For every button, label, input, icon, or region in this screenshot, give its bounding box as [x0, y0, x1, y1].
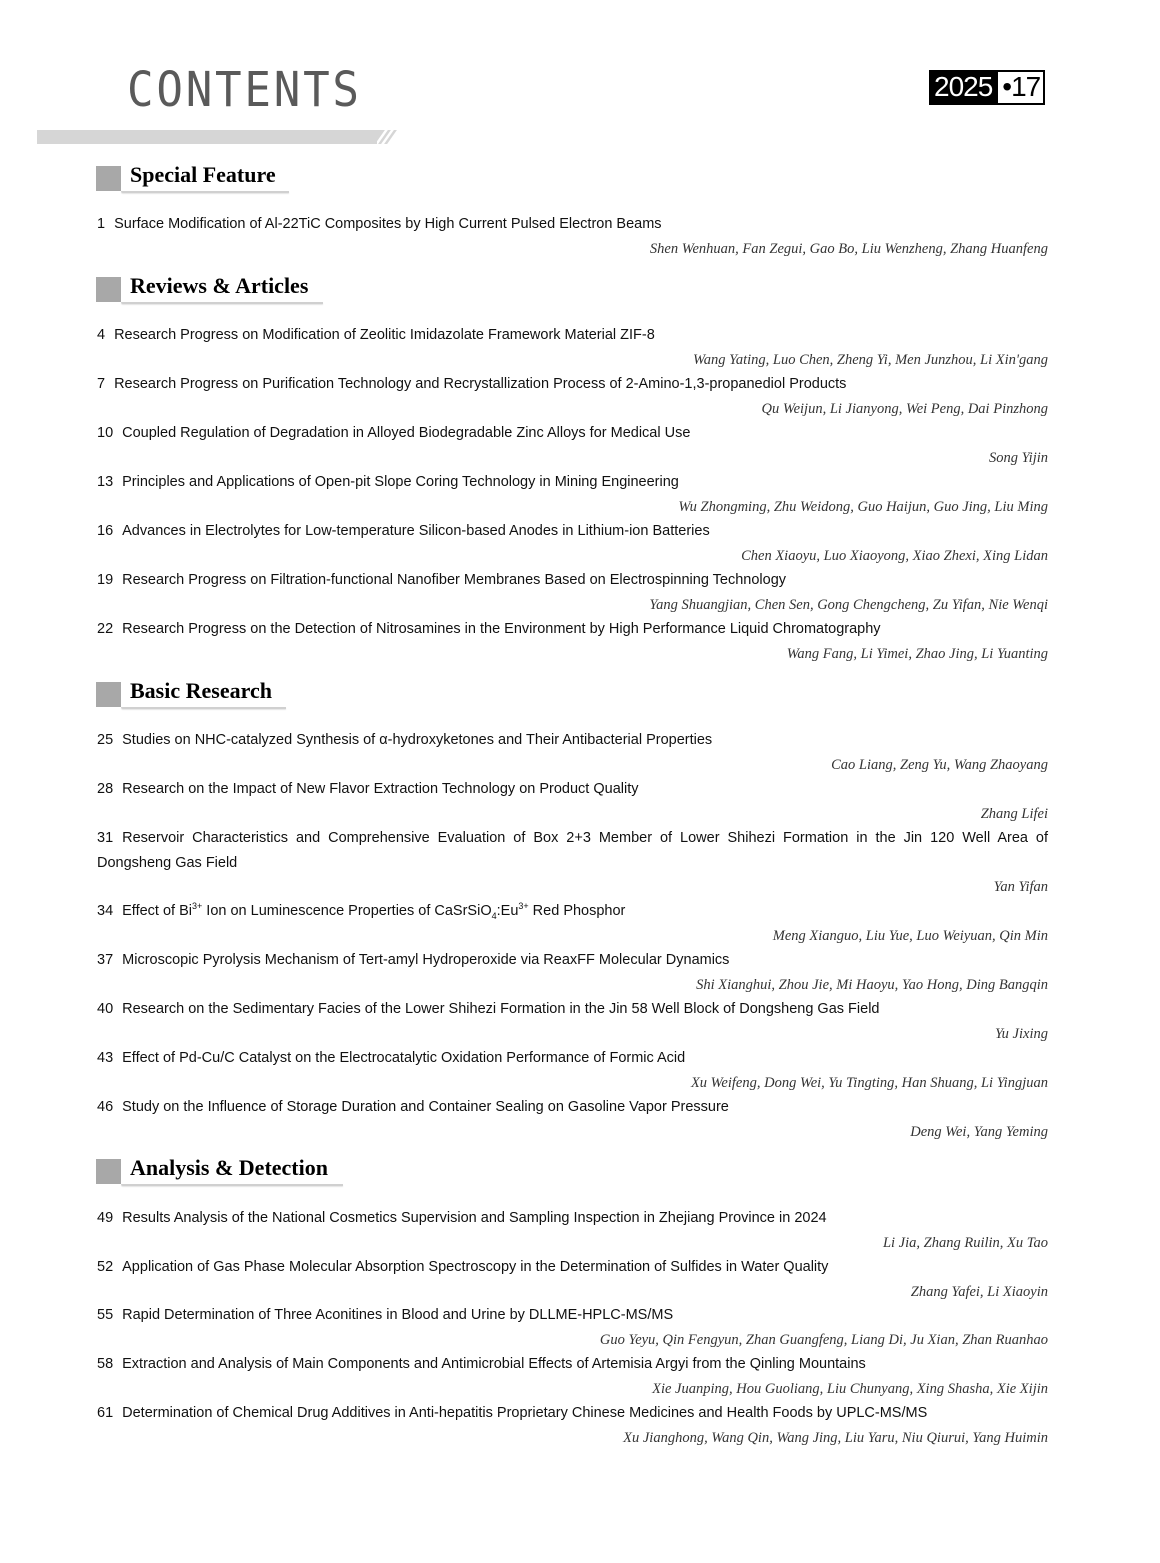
toc-entry-authors: Wang Yating, Luo Chen, Zheng Yi, Men Junzhou, Li Xin'gang — [692, 352, 1048, 368]
title-part: Ion on Luminescence Properties of CaSrSiO — [202, 903, 492, 919]
toc-entry-authors: Yu Jixing — [994, 1026, 1048, 1042]
toc-entry-authors: Zhang Yafei, Li Xiaoyin — [910, 1284, 1048, 1300]
entry-page-number: 40 — [97, 1001, 114, 1017]
superscript-charge: 3+ — [192, 901, 203, 912]
toc-entry-authors: Meng Xianguo, Liu Yue, Luo Weiyuan, Qin Min — [772, 928, 1048, 944]
entry-title-text: Research Progress on Modification of Zeolitic Imidazolate Framework Material ZIF-8 — [114, 327, 655, 343]
toc-entry-title[interactable] — [97, 212, 1048, 237]
section-underline — [121, 1184, 343, 1186]
entry-page-number: 31 — [97, 830, 114, 846]
entry-page-number: 10 — [97, 425, 114, 441]
section-underline — [121, 302, 323, 304]
entry-page-number: 4 — [97, 327, 106, 343]
toc-entry-authors: Xie Juanping, Hou Guoliang, Liu Chunyang, Xing Shasha, Xie Xijin — [652, 1381, 1048, 1397]
section-square-icon — [96, 1159, 121, 1184]
entry-title-text: Study on the Influence of Storage Duration and Container Sealing on Gasoline Vapor Pressure — [122, 1099, 729, 1115]
entry-title-text: Determination of Chemical Drug Additives in Anti-hepatitis Proprietary Chinese Medicines and Health Foods by UPLC-MS/MS — [122, 1405, 928, 1421]
toc-entry-authors: Chen Xiaoyu, Luo Xiaoyong, Xiao Zhexi, Xing Lidan — [741, 548, 1048, 564]
entry-page-number: 37 — [97, 952, 114, 968]
entry-title-text: Rapid Determination of Three Aconitines in Blood and Urine by DLLME-HPLC-MS/MS — [122, 1307, 674, 1323]
toc-entry-authors: Song Yijin — [989, 450, 1048, 466]
section-square-icon — [96, 166, 121, 191]
section-label: Special Feature — [130, 162, 276, 187]
entry-page-number: 58 — [97, 1356, 114, 1372]
entry-page-number: 34 — [97, 903, 114, 919]
issue-badge — [929, 70, 1045, 105]
entry-title-text: Research Progress on the Detection of Nitrosamines in the Environment by High Performance Liquid Chromatography — [122, 621, 881, 637]
toc-entry-authors: Xu Jianghong, Wang Qin, Wang Jing, Liu Yaru, Niu Qiurui, Yang Huimin — [623, 1430, 1048, 1446]
section-square-icon — [96, 277, 121, 302]
toc-entry-title[interactable] — [97, 1352, 1048, 1377]
entry-page-number: 7 — [97, 376, 106, 392]
toc-entry-title[interactable] — [97, 519, 1048, 544]
toc-entry-title[interactable] — [97, 568, 1048, 593]
entry-page-number: 28 — [97, 781, 114, 797]
toc-entry-title[interactable] — [97, 1255, 1048, 1280]
entry-page-number: 52 — [97, 1259, 114, 1275]
toc-entry-title[interactable] — [97, 1046, 1048, 1071]
entry-page-number: 25 — [97, 732, 114, 748]
toc-entry-authors: Deng Wei, Yang Yeming — [910, 1124, 1048, 1140]
toc-entry-title[interactable] — [97, 728, 1048, 753]
entry-page-number: 1 — [97, 216, 106, 232]
entry-title-text: Coupled Regulation of Degradation in Alloyed Biodegradable Zinc Alloys for Medical Use — [122, 425, 691, 441]
toc-entry-authors: Wang Fang, Li Yimei, Zhao Jing, Li Yuanting — [786, 646, 1048, 662]
toc-entry-authors: Guo Yeyu, Qin Fengyun, Zhan Guangfeng, Liang Di, Ju Xian, Zhan Ruanhao — [599, 1332, 1048, 1348]
entry-title-text: Microscopic Pyrolysis Mechanism of Tert-amyl Hydroperoxide via ReaxFF Molecular Dynamics — [122, 952, 730, 968]
toc-entry-authors: Li Jia, Zhang Ruilin, Xu Tao — [882, 1235, 1048, 1251]
toc-entry-authors: Cao Liang, Zeng Yu, Wang Zhaoyang — [831, 757, 1048, 773]
superscript-charge: 3+ — [518, 901, 529, 912]
toc-entry-title[interactable] — [97, 372, 1048, 397]
toc-entry-title[interactable] — [97, 1206, 1048, 1231]
entry-page-number: 13 — [97, 474, 114, 490]
entry-title-text: Effect of Pd-Cu/C Catalyst on the Electrocatalytic Oxidation Performance of Formic Acid — [122, 1050, 686, 1066]
entry-title-text — [122, 903, 625, 919]
entry-page-number: 61 — [97, 1405, 114, 1421]
entry-title-text: Research on the Sedimentary Facies of the Lower Shihezi Formation in the Jin 58 Well Block of Dongsheng Gas Field — [122, 1001, 880, 1017]
section-label: Reviews & Articles — [130, 273, 309, 298]
toc-entry-authors: Yan Yifan — [993, 879, 1048, 895]
entry-title-text: Research Progress on Filtration-functional Nanofiber Membranes Based on Electrospinning Technology — [122, 572, 787, 588]
toc-entry-title[interactable] — [97, 323, 1048, 348]
toc-entry-authors: Qu Weijun, Li Jianyong, Wei Peng, Dai Pinzhong — [761, 401, 1048, 417]
toc-entry-title[interactable] — [97, 777, 1048, 802]
page-title: CONTENTS — [127, 62, 362, 118]
toc-entry-authors: Shen Wenhuan, Fan Zegui, Gao Bo, Liu Wenzheng, Zhang Huanfeng — [649, 241, 1048, 257]
entry-page-number: 16 — [97, 523, 114, 539]
title-part: :Eu — [496, 903, 519, 919]
entry-title-text: Extraction and Analysis of Main Components and Antimicrobial Effects of Artemisia Argyi from the Qinling Mountains — [122, 1356, 866, 1372]
entry-title-text: Application of Gas Phase Molecular Absorption Spectroscopy in the Determination of Sulfides in Water Quality — [122, 1259, 829, 1275]
header-divider-bar — [37, 130, 377, 144]
entry-title-text: Studies on NHC-catalyzed Synthesis of α-hydroxyketones and Their Antibacterial Properties — [122, 732, 713, 748]
toc-entry-title[interactable] — [97, 826, 1048, 875]
section-label: Basic Research — [130, 678, 272, 703]
entry-title-text: Results Analysis of the National Cosmetics Supervision and Sampling Inspection in Zhejiang Province in 2024 — [122, 1210, 827, 1226]
title-part: Effect of Bi — [122, 903, 192, 919]
entry-page-number: 55 — [97, 1307, 114, 1323]
entry-title-text: Principles and Applications of Open-pit Slope Coring Technology in Mining Engineering — [122, 474, 679, 490]
subscript-count: 4 — [491, 910, 497, 921]
entry-page-number: 46 — [97, 1099, 114, 1115]
toc-entry-title[interactable] — [97, 997, 1048, 1022]
toc-entry-title[interactable] — [97, 1095, 1048, 1120]
toc-entry-title[interactable] — [97, 948, 1048, 973]
toc-entry-title[interactable] — [97, 421, 1048, 446]
entry-page-number: 49 — [97, 1210, 114, 1226]
toc-entry-authors: Xu Weifeng, Dong Wei, Yu Tingting, Han Shuang, Li Yingjuan — [690, 1075, 1048, 1091]
section-underline — [121, 707, 286, 709]
toc-entry-title[interactable] — [97, 1401, 1048, 1426]
entry-page-number: 19 — [97, 572, 114, 588]
toc-entry-title[interactable] — [97, 470, 1048, 495]
toc-entry-title[interactable] — [97, 899, 1048, 924]
entry-title-text: Research Progress on Purification Technology and Recrystallization Process of 2-Amino-1,3-propanediol Products — [114, 376, 847, 392]
issue-year: 2025 — [931, 72, 998, 103]
entry-title-text: Reservoir Characteristics and Comprehensive Evaluation of Box 2+3 Member of Lower Shihezi Formation in the Jin 120 Well Area of Dongsheng Gas Field — [97, 830, 1048, 871]
toc-entry-title[interactable] — [97, 617, 1048, 642]
section-label: Analysis & Detection — [130, 1155, 328, 1180]
entry-title-text: Advances in Electrolytes for Low-temperature Silicon-based Anodes in Lithium-ion Batteries — [122, 523, 710, 539]
toc-entry-authors: Wu Zhongming, Zhu Weidong, Guo Haijun, Guo Jing, Liu Ming — [678, 499, 1048, 515]
issue-number: •17 — [998, 72, 1043, 103]
entry-title-text: Research on the Impact of New Flavor Extraction Technology on Product Quality — [122, 781, 639, 797]
title-part: Red Phosphor — [528, 903, 626, 919]
toc-entry-title[interactable] — [97, 1303, 1048, 1328]
section-square-icon — [96, 682, 121, 707]
toc-entry-authors: Yang Shuangjian, Chen Sen, Gong Chengcheng, Zu Yifan, Nie Wenqi — [649, 597, 1048, 613]
section-underline — [121, 191, 289, 193]
entry-title-text: Surface Modification of Al-22TiC Composites by High Current Pulsed Electron Beams — [114, 216, 662, 232]
toc-entry-authors: Zhang Lifei — [980, 806, 1048, 822]
entry-page-number: 43 — [97, 1050, 114, 1066]
toc-entry-authors: Shi Xianghui, Zhou Jie, Mi Haoyu, Yao Hong, Ding Bangqin — [696, 977, 1048, 993]
entry-page-number: 22 — [97, 621, 114, 637]
